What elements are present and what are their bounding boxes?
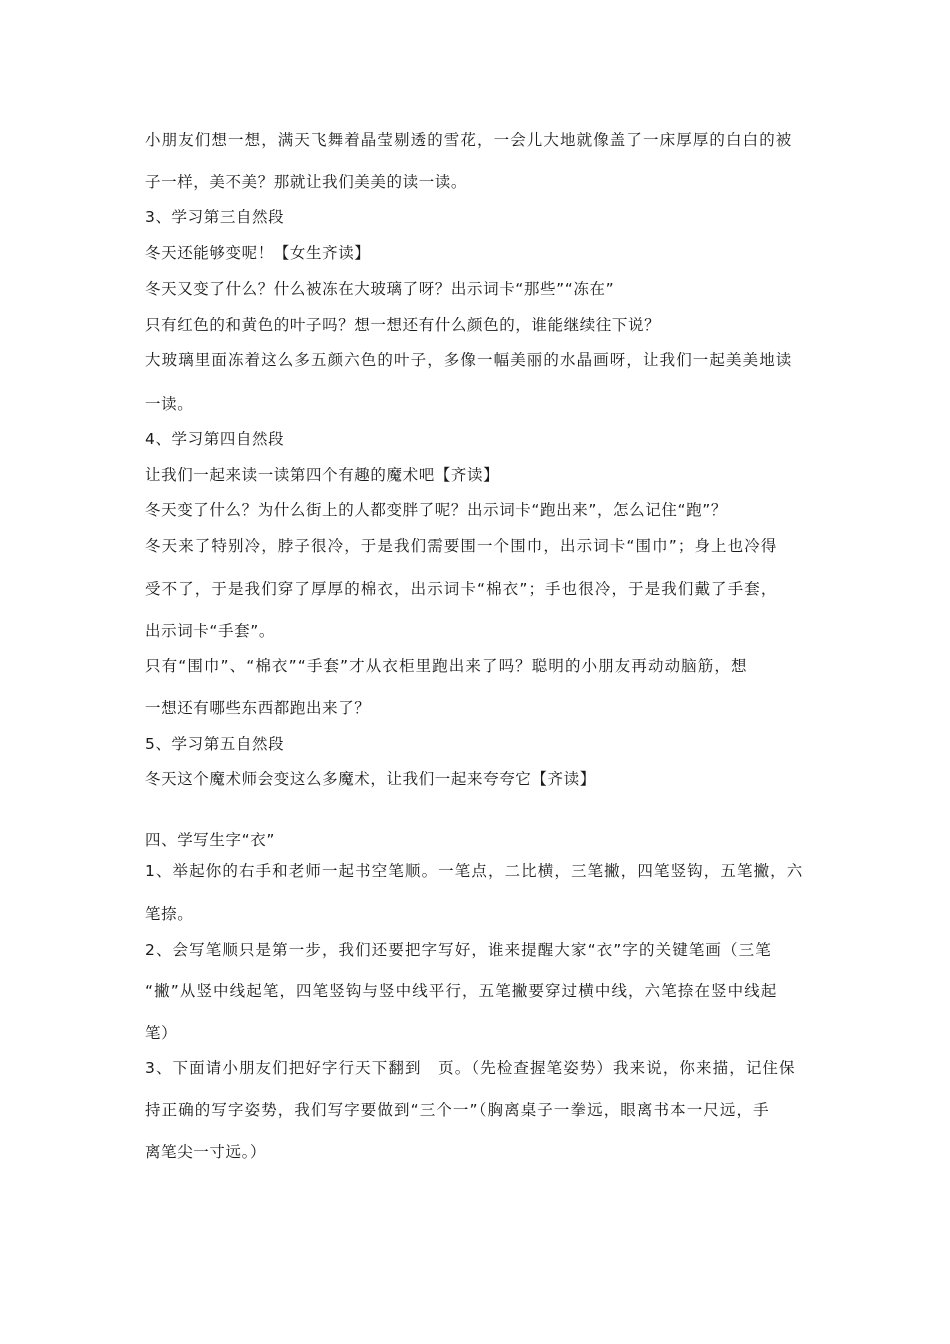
- text-line: 笔捺。: [145, 905, 194, 923]
- text-line: 只有红色的和黄色的叶子吗？想一想还有什么颜色的，谁能继续往下说？: [145, 316, 661, 334]
- text-line: 2、会写笔顺只是第一步，我们还要把字写好，谁来提醒大家“衣”字的关键笔画（三笔: [145, 941, 772, 959]
- text-line: 冬天变了什么？为什么街上的人都变胖了呢？出示词卡“跑出来”，怎么记住“跑”？: [145, 501, 727, 519]
- text-line: 一读。: [145, 395, 194, 413]
- text-line: 受不了，于是我们穿了厚厚的棉衣，出示词卡“棉衣”；手也很冷，于是我们戴了手套，: [145, 580, 778, 598]
- text-line: 冬天还能够变呢！【女生齐读】: [145, 244, 371, 262]
- text-line: 冬天来了特别冷，脖子很冷，于是我们需要围一个围巾，出示词卡“围巾”；身上也冷得: [145, 537, 778, 555]
- section-heading: 四、学写生字“衣”: [145, 831, 275, 849]
- text-line: 离笔尖一寸远。）: [145, 1143, 267, 1161]
- section-heading: 3、学习第三自然段: [145, 208, 285, 226]
- section-heading: 5、学习第五自然段: [145, 735, 285, 753]
- text-line: 让我们一起来读一读第四个有趣的魔术吧【齐读】: [145, 466, 500, 484]
- text-line: 大玻璃里面冻着这么多五颜六色的叶子，多像一幅美丽的水晶画呀，让我们一起美美地读: [145, 351, 793, 369]
- text-line: 笔）: [145, 1024, 178, 1042]
- text-line: 持正确的写字姿势，我们写字要做到“三个一”（胸离桌子一拳远，眼离书本一尺远，手: [145, 1101, 770, 1119]
- text-line: 1、举起你的右手和老师一起书空笔顺。一笔点，二比横，三笔撇，四笔竖钩，五笔撇，六: [145, 862, 804, 880]
- text-line: “撇”从竖中线起笔，四笔竖钩与竖中线平行，五笔撇要穿过横中线，六笔捺在竖中线起: [145, 982, 778, 1000]
- text-line: 子一样，美不美？那就让我们美美的读一读。: [145, 173, 468, 191]
- text-line: 出示词卡“手套”。: [145, 622, 275, 640]
- section-heading: 4、学习第四自然段: [145, 430, 285, 448]
- text-line: 3、下面请小朋友们把好字行天下翻到 页。（先检查握笔姿势）我来说，你来描，记住保: [145, 1059, 796, 1077]
- text-line: 冬天这个魔术师会变这么多魔术，让我们一起来夸夸它【齐读】: [145, 770, 596, 788]
- text-line: 冬天又变了什么？什么被冻在大玻璃了呀？出示词卡“那些”“冻在”: [145, 280, 615, 298]
- text-line: 一想还有哪些东西都跑出来了？: [145, 699, 371, 717]
- text-line: 只有“围巾”、“棉衣”“手套”才从衣柜里跑出来了吗？聪明的小朋友再动动脑筋，想: [145, 657, 748, 675]
- text-line: 小朋友们想一想，满天飞舞着晶莹剔透的雪花，一会儿大地就像盖了一床厚厚的白白的被: [145, 131, 793, 149]
